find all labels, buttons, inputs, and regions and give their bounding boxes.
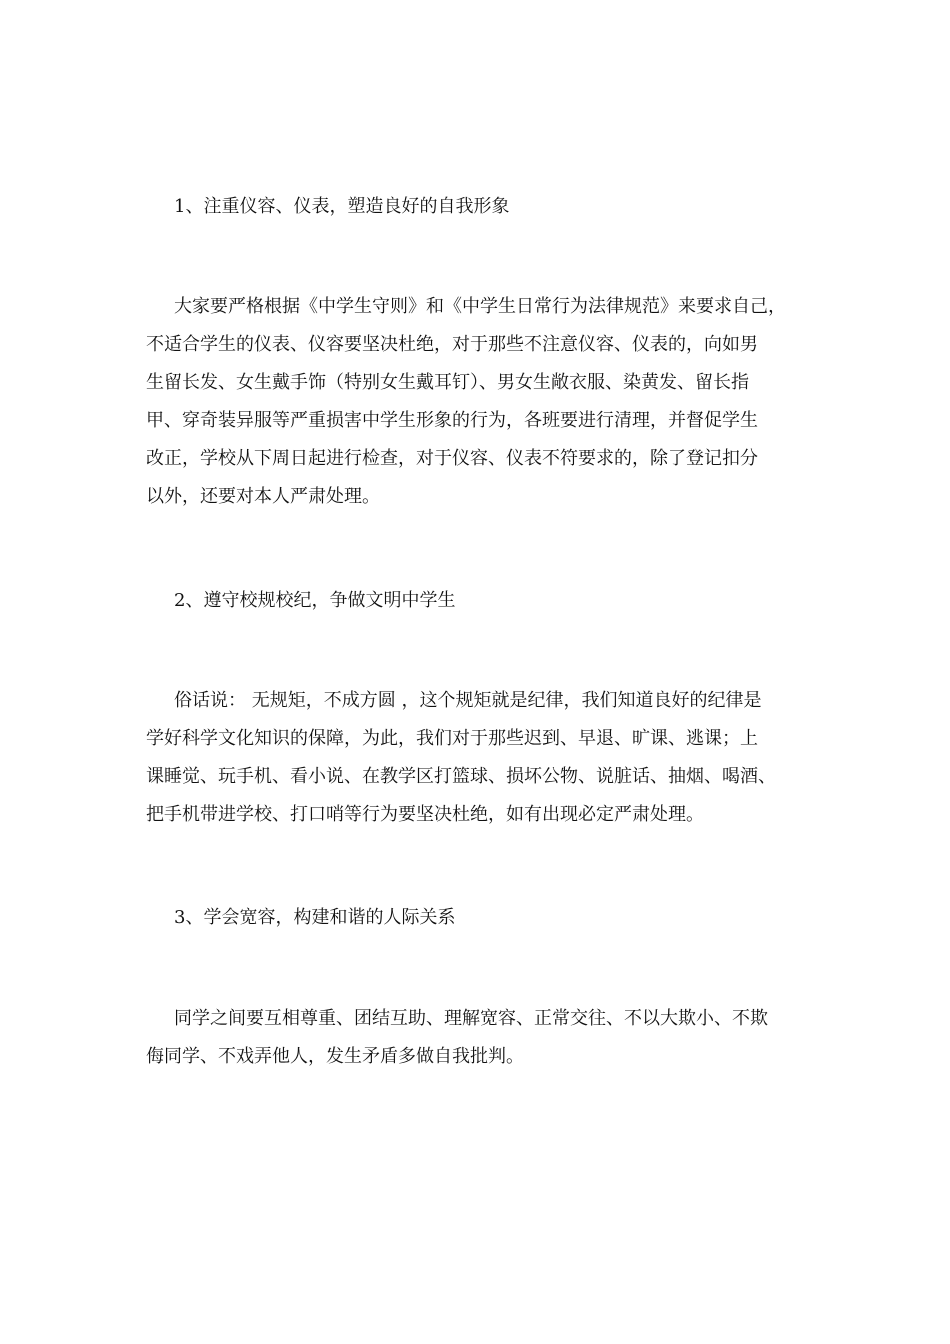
paragraph-line: 学好科学文化知识的保障，为此，我们对于那些迟到、早退、旷课、逃课；上 bbox=[146, 728, 758, 749]
paragraph-line: 俗话说： 无规矩，不成方圆 ，这个规矩就是纪律，我们知道良好的纪律是 bbox=[174, 690, 762, 711]
section-heading-3: 3、学会宽容，构建和谐的人际关系 bbox=[174, 907, 456, 928]
section-paragraph-3 bbox=[146, 1000, 836, 1076]
paragraph-line: 课睡觉、玩手机、看小说、在教学区打篮球、损坏公物、说脏话、抽烟、喝酒、 bbox=[146, 766, 776, 787]
paragraph-line: 不适合学生的仪表、仪容要坚决杜绝，对于那些不注意仪容、仪表的，向如男 bbox=[146, 334, 758, 355]
paragraph-line: 生留长发、女生戴手饰（特别女生戴耳钉）、男女生敞衣服、染黄发、留长指 bbox=[146, 372, 749, 393]
section-heading-1: 1、注重仪容、仪表，塑造良好的自我形象 bbox=[174, 196, 510, 217]
paragraph-line: 侮同学、不戏弄他人，发生矛盾多做自我批判。 bbox=[146, 1046, 524, 1067]
paragraph-line: 大家要严格根据《中学生守则》和《中学生日常行为法律规范》来要求自己， bbox=[174, 296, 786, 317]
paragraph-line: 改正，学校从下周日起进行检查，对于仪容、仪表不符要求的，除了登记扣分 bbox=[146, 448, 758, 469]
paragraph-line: 把手机带进学校、打口哨等行为要坚决杜绝，如有出现必定严肃处理。 bbox=[146, 804, 704, 825]
section-paragraph-2 bbox=[146, 682, 836, 834]
section-heading-2: 2、遵守校规校纪，争做文明中学生 bbox=[174, 590, 456, 611]
paragraph-line: 甲、穿奇装异服等严重损害中学生形象的行为，各班要进行清理，并督促学生 bbox=[146, 410, 758, 431]
paragraph-line: 同学之间要互相尊重、团结互助、理解宽容、正常交往、不以大欺小、不欺 bbox=[174, 1008, 768, 1029]
section-paragraph-1 bbox=[146, 288, 836, 516]
paragraph-line: 以外，还要对本人严肃处理。 bbox=[146, 486, 380, 507]
